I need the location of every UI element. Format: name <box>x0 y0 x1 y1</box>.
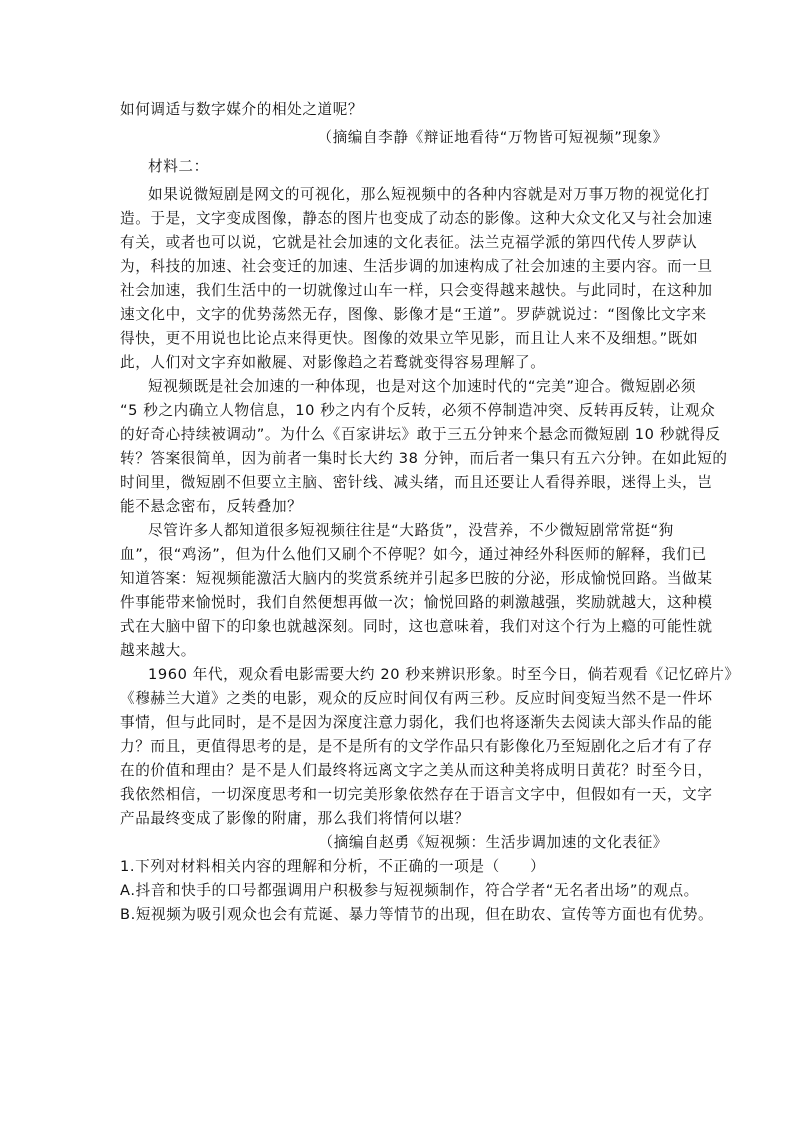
paragraph-first-line: 如果说微短剧是网文的可视化，那么短视频中的各种内容就是对万事万物的视觉化打 <box>148 186 711 203</box>
text-line: 知道答案：短视频能激活大脑内的奖赏系统并引起多巴胺的分泌，形成愉悦回路。当做某 <box>120 570 713 587</box>
paragraph-first-line: 短视频既是社会加速的一种体现，也是对这个加速时代的“完美”迎合。微短剧必须 <box>148 378 697 395</box>
text-line: 在的价值和理由？是不是人们最终将远离文字之美从而这种美将成明日黄花？时至今日， <box>120 762 713 779</box>
text-line: 时间里，微短剧不但要立主脑、密针线、减头绪，而且还要让人看得养眼，迷得上头，岂 <box>120 474 713 491</box>
text-line: 事情，但与此同时，是不是因为深度注意力弱化，我们也将逐渐失去阅读大部头作品的能 <box>120 714 713 731</box>
text-line: 得快，更不用说也比论点来得更快。图像的效果立竿见影，而且让人来不及细想。”既如 <box>120 330 699 347</box>
text-line: 1.下列对材料相关内容的理解和分析，不正确的一项是（ ） <box>120 858 546 875</box>
paragraph-first-line: 1960 年代，观众看电影需要大约 20 秒来辨识形象。时至今日，倘若观看《记忆碎片》 <box>148 666 740 683</box>
source-citation: （摘编自李静《辩证地看待“万物皆可短视频”现象》 <box>317 129 668 146</box>
text-line: 越来越大。 <box>120 642 196 659</box>
text-line: 的好奇心持续被调动”。为什么《百家讲坛》敢于三五分钟来个悬念而微短剧 10 秒就得反 <box>120 426 721 443</box>
text-line: 有关，或者也可以说，它就是社会加速的文化表征。法兰克福学派的第四代传人罗萨认 <box>120 234 698 251</box>
text-line: 产品最终变成了影像的附庸，那么我们将情何以堪？ <box>120 810 470 827</box>
paragraph-first-line: 材料二： <box>148 158 209 175</box>
text-line: 速文化中，文字的优势荡然无存，图像、影像才是“王道”。罗萨就说过：“图像比文字来 <box>120 306 707 323</box>
text-line: “5 秒之内确立人物信息，10 秒之内有个反转，必须不停制造冲突、反转再反转，让观众 <box>120 402 716 419</box>
text-line: 血”，很“鸡汤”，但为什么他们又刷个不停呢？如今，通过神经外科医师的解释，我们已 <box>120 546 707 563</box>
text-line: 造。于是，文字变成图像，静态的图片也变成了动态的影像。这种大众文化又与社会加速 <box>120 210 713 227</box>
text-line: 能不悬念密布，反转叠加？ <box>120 498 303 515</box>
text-line: 为，科技的加速、社会变迁的加速、生活步调的加速构成了社会加速的主要内容。而一旦 <box>120 258 713 275</box>
text-line: 式在大脑中留下的印象也就越深刻。同时，这也意味着，我们对这个行为上瘾的可能性就 <box>120 618 713 635</box>
text-line: 社会加速，我们生活中的一切就像过山车一样，只会变得越来越快。与此同时，在这种加 <box>120 282 713 299</box>
text-line: A.抖音和快手的口号都强调用户积极参与短视频制作，符合学者“无名者出场”的观点。 <box>120 882 699 899</box>
source-citation: （摘编自赵勇《短视频：生活步调加速的文化表征》 <box>318 834 668 851</box>
text-line: 《穆赫兰大道》之类的电影，观众的反应时间仅有两三秒。反应时间变短当然不是一件坏 <box>120 690 713 707</box>
text-line: B.短视频为吸引观众也会有荒诞、暴力等情节的出现，但在助农、宣传等方面也有优势。 <box>120 906 714 923</box>
text-line: 如何调适与数字媒介的相处之道呢？ <box>120 101 364 118</box>
paragraph-first-line: 尽管许多人都知道很多短视频往往是“大路货”，没营养，不少微短剧常常挺“狗 <box>148 522 674 539</box>
text-line: 力？而且，更值得思考的是，是不是所有的文学作品只有影像化乃至短剧化之后才有了存 <box>120 738 713 755</box>
text-line: 我依然相信，一切深度思考和一切完美形象依然存在于语言文字中，但假如有一天，文字 <box>120 786 713 803</box>
text-line: 转？答案很简单，因为前者一集时长大约 38 分钟，而后者一集只有五六分钟。在如此短的 <box>120 450 728 467</box>
text-line: 此，人们对文字弃如敝屣、对影像趋之若鹜就变得容易理解了。 <box>120 354 546 371</box>
text-line: 件事能带来愉悦时，我们自然便想再做一次；愉悦回路的刺激越强，奖励就越大，这种模 <box>120 594 713 611</box>
